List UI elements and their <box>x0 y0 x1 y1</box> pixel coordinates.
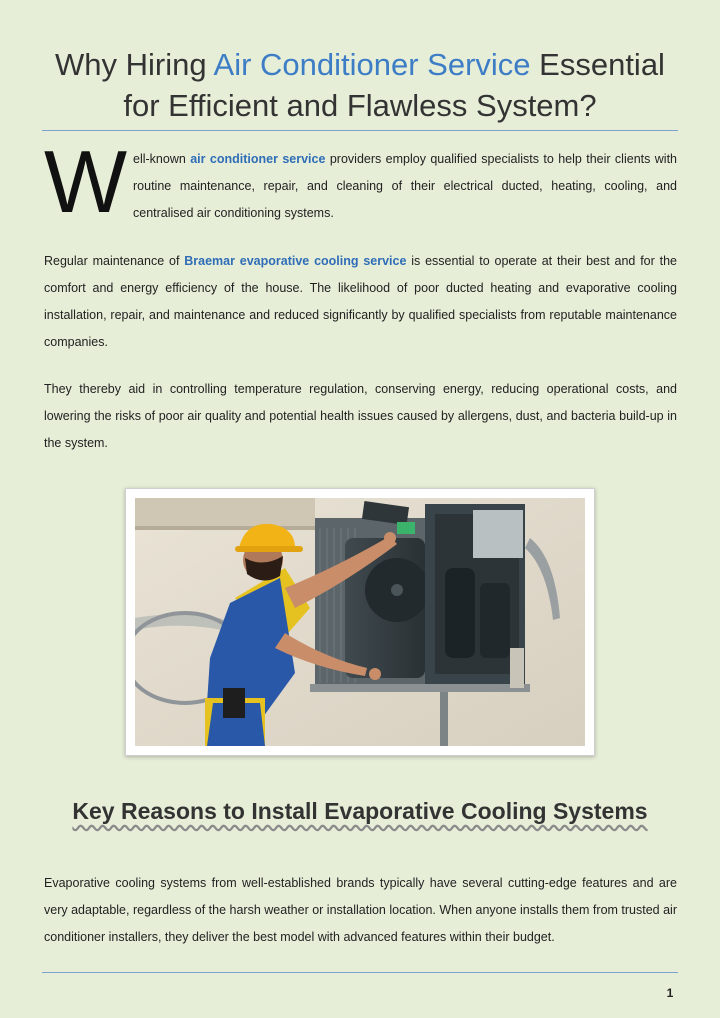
top-divider <box>42 130 678 131</box>
title-part1: Why Hiring <box>55 47 214 82</box>
drop-cap: W <box>44 132 128 231</box>
title-line2: for Efficient and Flawless System? <box>123 88 597 123</box>
intro-link[interactable]: air conditioner service <box>190 152 326 166</box>
title-highlight: Air Conditioner Service <box>213 47 531 82</box>
intro-paragraph <box>133 146 677 227</box>
intro-text-before: ell-known <box>133 152 191 166</box>
technician-repairing-ac-image <box>135 498 585 746</box>
p2-text-after: is essential to operate at their best and for the comfort and energy efficiency of the house. The likelihood of poor ducted heating and evaporative cooling installation, repair, and maintenance and reduced significantly by qualified specialists from reputable maintenance companies. <box>44 254 677 349</box>
technician-photo <box>125 488 595 756</box>
section-heading: Key Reasons to Install Evaporative Cooling Systems <box>72 798 648 824</box>
bottom-divider <box>42 972 678 973</box>
maintenance-paragraph <box>44 248 677 356</box>
title-part2: Essential <box>530 47 665 82</box>
intro-text-after: providers employ qualified specialists to help their clients with routine maintenance, repair, and cleaning of their electrical ducted, heating, cooling, and centralised air conditioning systems. <box>133 152 677 220</box>
page-number: 1 <box>666 986 674 1000</box>
p2-text-before: Regular maintenance of <box>44 254 185 268</box>
benefits-paragraph: They thereby aid in controlling temperature regulation, conserving energy, reducing operational costs, and lowering the risks of poor air quality and potential health issues caused by allergens, dust, and bacteria build-up in the system. <box>44 382 677 450</box>
braemar-link[interactable]: Braemar evaporative cooling service <box>184 254 407 268</box>
evaporative-paragraph: Evaporative cooling systems from well-established brands typically have several cutting-edge features and are very adaptable, regardless of the harsh weather or installation location. When anyone installs them from trusted air conditioner installers, they deliver the best model with advanced features within their budget. <box>44 876 677 944</box>
page-title <box>40 44 680 126</box>
